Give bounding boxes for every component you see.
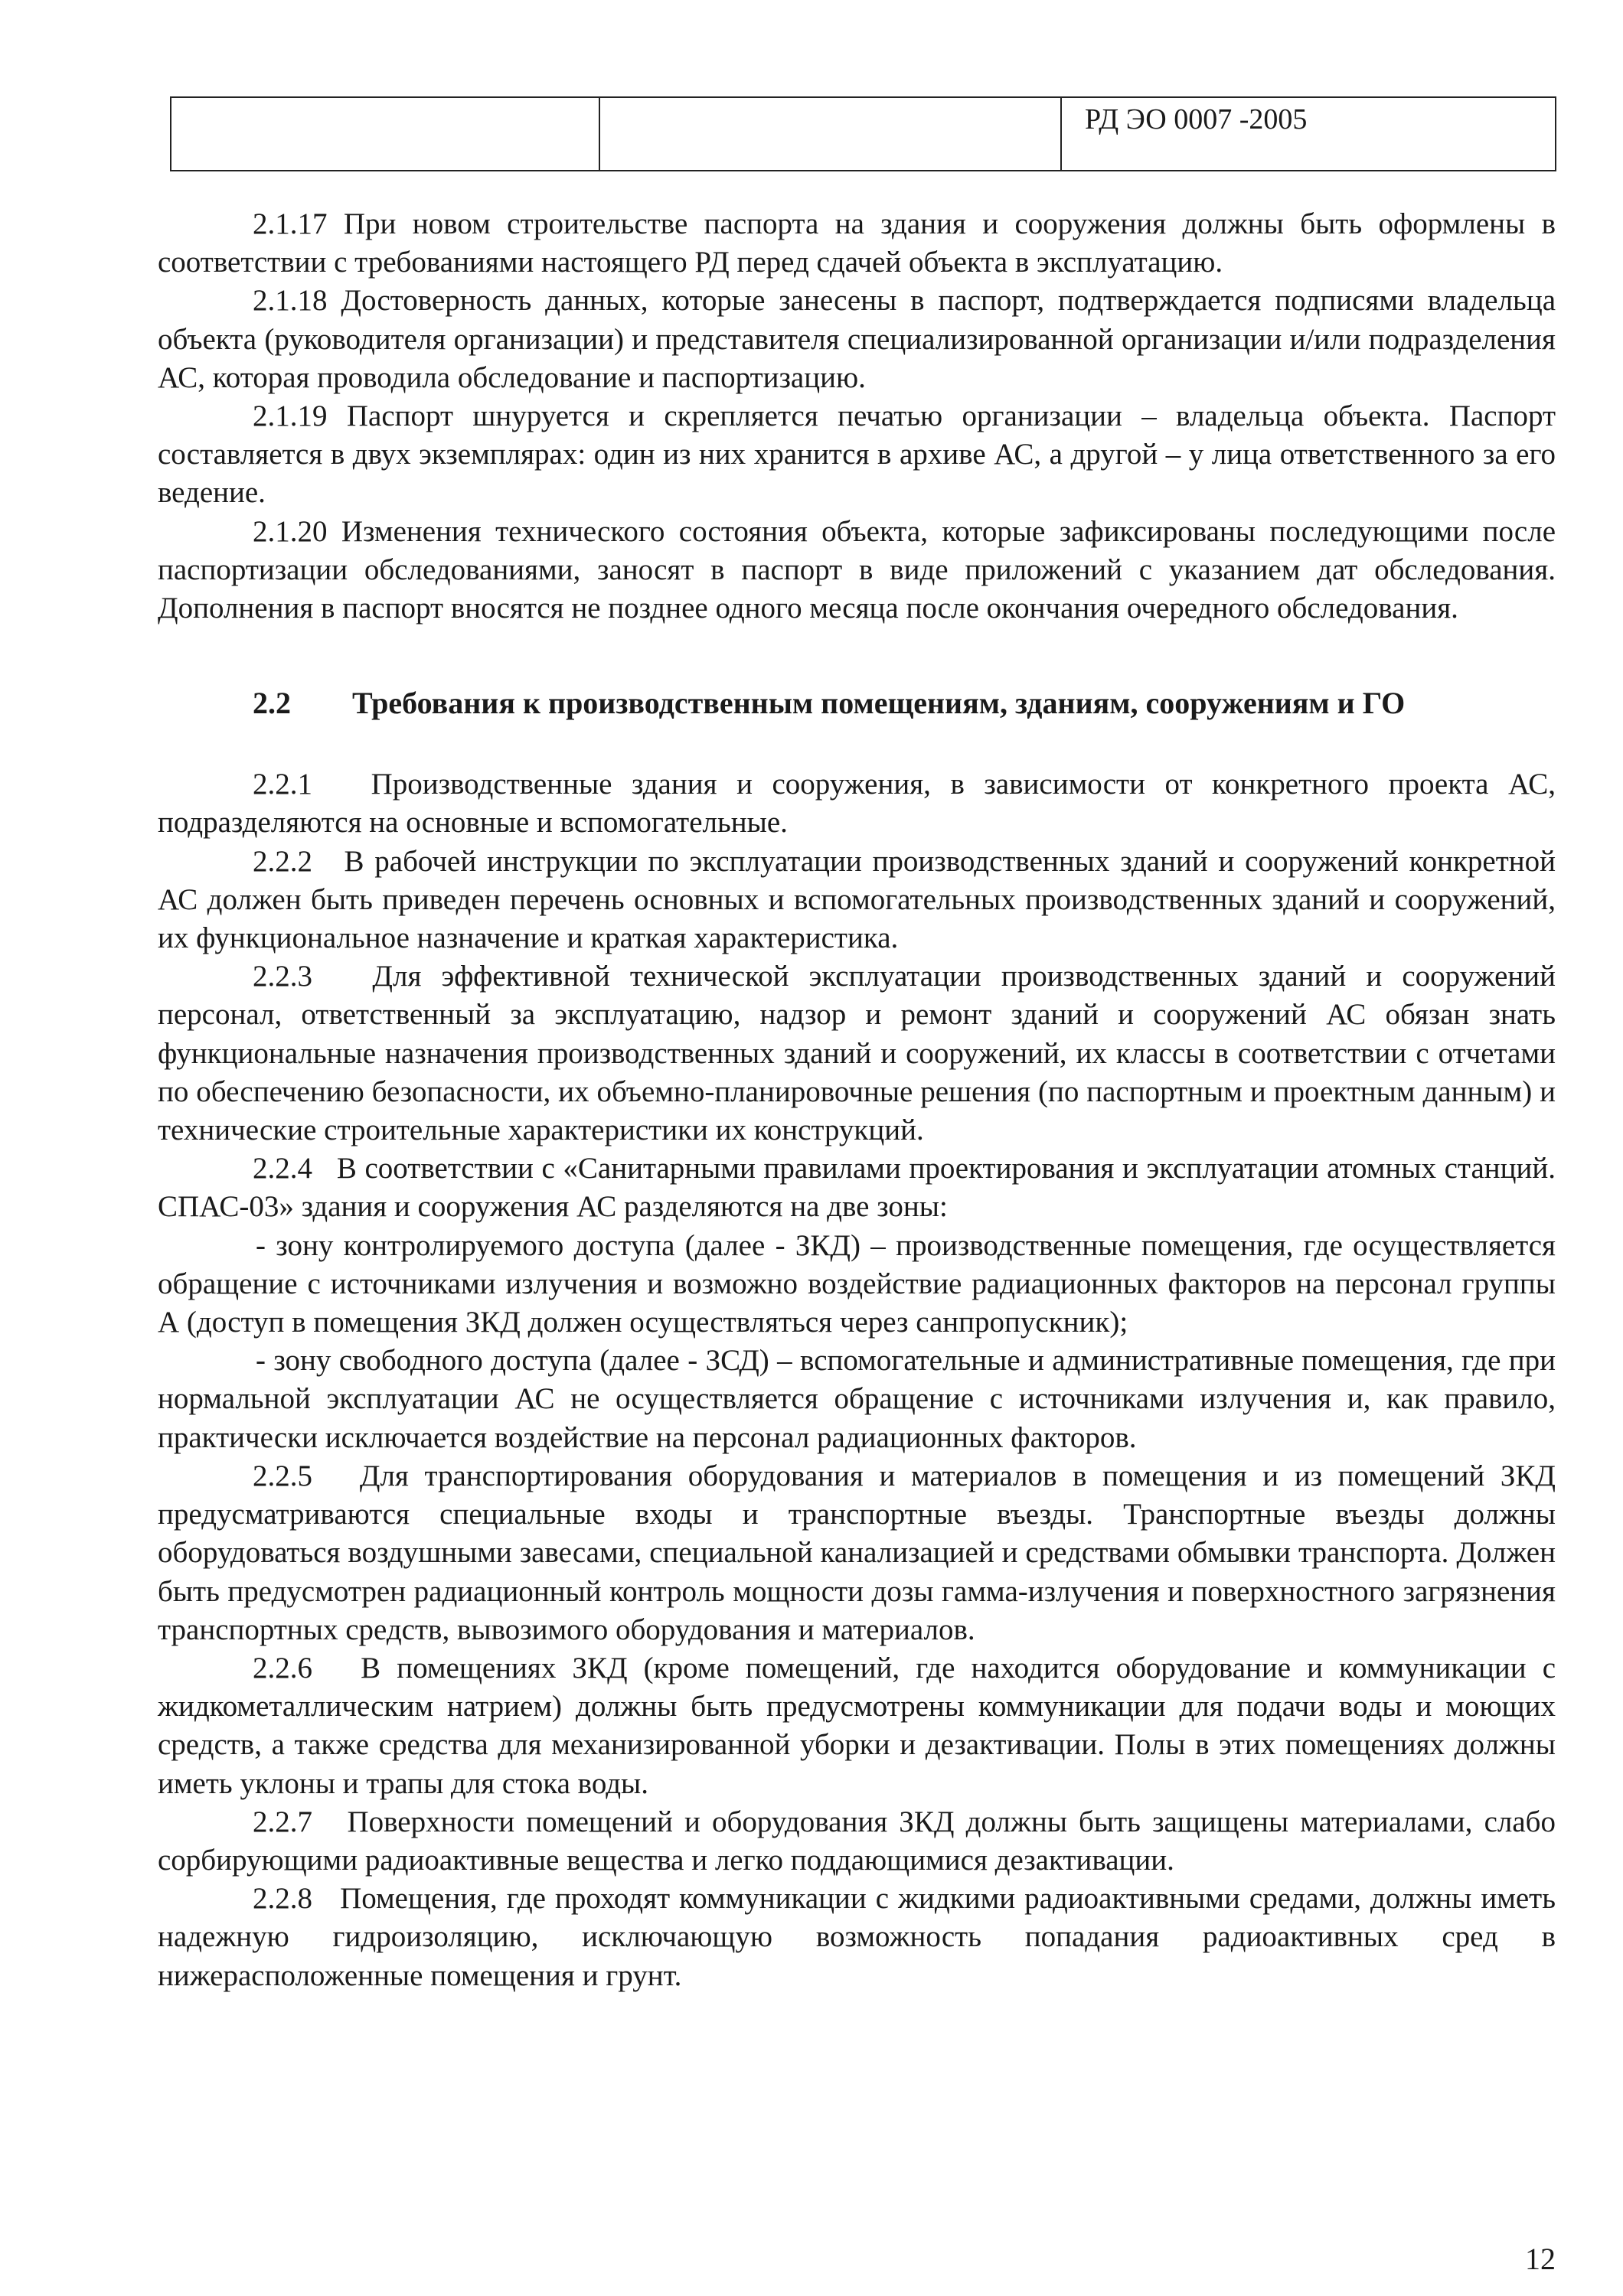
paragraph-text: Поверхности помещений и оборудования ЗКД должны быть защищены материалами, слабо сорбирующими радиоактивные вещества и легко поддающимися дезактивации.	[158, 1805, 1556, 1877]
paragraph-text: В рабочей инструкции по эксплуатации производственных зданий и сооружений конкретной АС должен быть приведен перечень основных и вспомогательных производственных зданий и сооружений, их функциональное назначение и краткая характеристика.	[158, 844, 1556, 955]
paragraph-2-1-19	[158, 397, 1556, 513]
paragraph-number: 2.1.17	[253, 207, 328, 240]
paragraph-number: 2.2.4	[253, 1152, 312, 1186]
paragraph-number: 2.1.20	[253, 514, 328, 548]
paragraph-number: 2.2.6	[253, 1651, 312, 1684]
paragraph-2-2-7	[158, 1803, 1556, 1880]
list-item-zkd: - зону контролируемого доступа (далее - ЗКД) – производственные помещения, где осуществляется обращение с источниками излучения и возможно воздействие радиационных факторов на персонал группы А (доступ в помещения ЗКД должен осуществляться через санпропускник);	[158, 1228, 1556, 1339]
paragraph-text: Для эффективной технической эксплуатации производственных зданий и сооружений персонал, ответственный за эксплуатацию, надзор и ремонт зданий и сооружений АС обязан знать функциональные назначения производственных зданий и сооружений, их классы в соответствии с отчетами по обеспечению безопасности, их объемно-планировочные решения (по паспортным и проектным данным) и технические строительные характеристики их конструкций.	[158, 960, 1556, 1147]
paragraph-2-2-6	[158, 1649, 1556, 1803]
paragraph-2-2-5	[158, 1457, 1556, 1649]
paragraph-2-2-1	[158, 765, 1556, 842]
paragraph-2-1-20	[158, 513, 1556, 628]
document-code: РД ЭО 0007 -2005	[1061, 97, 1556, 171]
paragraph-2-2-3	[158, 957, 1556, 1150]
section-title: Требования к производственным помещениям, зданиям, сооружениям и ГО	[352, 686, 1406, 721]
paragraph-number: 2.2.8	[253, 1882, 312, 1916]
paragraph-number: 2.1.19	[253, 400, 328, 433]
section-number: 2.2	[253, 686, 291, 721]
paragraph-number: 2.2.2	[253, 844, 312, 878]
section-heading	[253, 684, 1556, 722]
header-cell-2	[599, 97, 1061, 171]
paragraph-2-1-18	[158, 282, 1556, 397]
paragraph-2-2-8	[158, 1880, 1556, 1995]
paragraph-number: 2.2.5	[253, 1459, 312, 1492]
paragraph-number: 2.1.18	[253, 284, 328, 318]
paragraph-text: Для транспортирования оборудования и материалов в помещения и из помещений ЗКД предусматриваются специальные входы и транспортные въезды. Транспортные въезды должны оборудоваться воздушными завесами, специальной канализацией и средствами обмывки транспорта. Должен быть предусмотрен радиационный контроль мощности дозы гамма-излучения и поверхностного загрязнения транспортных средств, вывозимого оборудования и материалов.	[158, 1459, 1556, 1646]
paragraph-text: Паспорт шнуруется и скрепляется печатью организации – владельца объекта. Паспорт составляется в двух экземплярах: один из них хранится в архиве АС, а другой – у лица ответственного за его ведение.	[158, 400, 1556, 510]
paragraph-number: 2.2.7	[253, 1805, 312, 1838]
page-number: 12	[1525, 2242, 1556, 2276]
paragraph-2-2-4	[158, 1150, 1556, 1226]
header-table	[170, 96, 1556, 171]
paragraph-2-1-17	[158, 205, 1556, 282]
paragraph-text: Помещения, где проходят коммуникации с жидкими радиоактивными средами, должны иметь надежную гидроизоляцию, исключающую возможность попадания радиоактивных сред в нижерасположенные помещения и грунт.	[158, 1882, 1556, 1992]
paragraph-number: 2.2.3	[253, 960, 312, 993]
paragraph-text: Достоверность данных, которые занесены в паспорт, подтверждается подписями владельца объекта (руководителя организации) и представителя специализированной организации и/или подразделения АС, которая проводила обследование и паспортизацию.	[158, 284, 1556, 394]
document-body	[158, 205, 1556, 1995]
paragraph-text: В соответствии с «Санитарными правилами проектирования и эксплуатации атомных станций. СПАС-03» здания и сооружения АС разделяются на две зоны:	[158, 1152, 1556, 1224]
paragraph-number: 2.2.1	[253, 768, 312, 801]
list-item-zsd: - зону свободного доступа (далее - ЗСД) – вспомогательные и административные помещения, где при нормальной эксплуатации АС не осуществляется обращение с источниками излучения и, как правило, практически исключается воздействие на персонал радиационных факторов.	[158, 1344, 1556, 1454]
header-cell-1	[171, 97, 599, 171]
paragraph-text: В помещениях ЗКД (кроме помещений, где находится оборудование и коммуникации с жидкометаллическим натрием) должны быть предусмотрены коммуникации для подачи воды и моющих средств, а также средства для механизированной уборки и дезактивации. Полы в этих помещениях должны иметь уклоны и трапы для стока воды.	[158, 1651, 1556, 1800]
paragraph-text: Изменения технического состояния объекта, которые зафиксированы последующими после паспортизации обследованиями, заносят в паспорт в виде приложений с указанием дат обследования. Дополнения в паспорт вносятся не позднее одного месяца после окончания очередного обследования.	[158, 514, 1556, 625]
paragraph-text: При новом строительстве паспорта на здания и сооружения должны быть оформлены в соответствии с требованиями настоящего РД перед сдачей объекта в эксплуатацию.	[158, 207, 1556, 279]
paragraph-text: Производственные здания и сооружения, в зависимости от конкретного проекта АС, подразделяются на основные и вспомогательные.	[158, 768, 1556, 840]
paragraph-2-2-2	[158, 843, 1556, 958]
